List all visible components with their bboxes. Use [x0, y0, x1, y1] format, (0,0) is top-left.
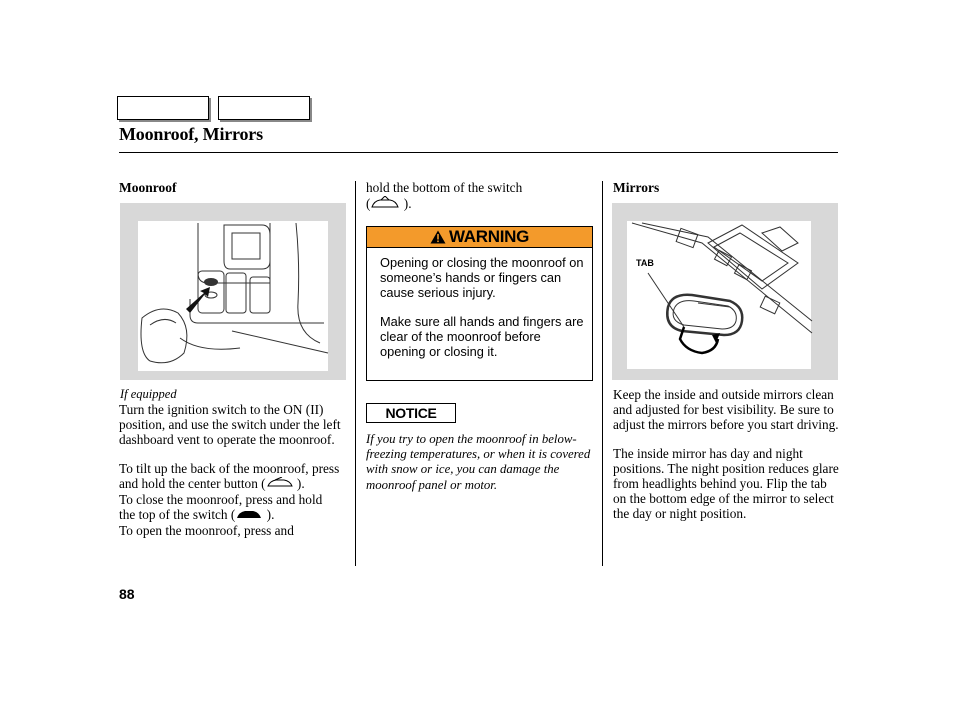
warning-header [366, 226, 593, 248]
moonroof-para-open: To open the moonroof, press and [119, 522, 294, 538]
title-rule [119, 152, 838, 153]
rearview-mirror-illustration [612, 203, 838, 380]
mirrors-instructions [613, 388, 839, 521]
moonroof-switch-illustration [120, 203, 346, 380]
page-title: Moonroof, Mirrors [119, 124, 263, 144]
page-number: 88 [119, 586, 135, 602]
mirror-figure [612, 203, 838, 380]
moonroof-para-ignition: Turn the ignition switch to the ON (II) position, and use the switch under the left dashboard vent to operate the moonroof. [119, 402, 341, 447]
column-divider-2 [602, 181, 603, 566]
close-text: To close the moonroof, press and hold the top of the switch ( [119, 492, 323, 522]
figure-caption: If equipped [120, 387, 177, 401]
warning-text-1: Opening or closing the moonroof on someone’s hands or fingers can cause serious injury. [380, 255, 584, 300]
open-continuation-text: hold the bottom of the switch [366, 180, 523, 195]
moonroof-para-tilt [119, 462, 341, 493]
warning-body [366, 248, 593, 381]
moonroof-para-close [119, 493, 341, 524]
notice-label: NOTICE [366, 403, 456, 423]
tilt-text-end: ). [296, 476, 305, 492]
warning-triangle-icon [430, 230, 446, 244]
open-continuation [366, 181, 591, 214]
column-divider-1 [355, 181, 356, 566]
notice-text: If you try to open the moonroof in below-freezing temperatures, or when it is covered with snow or ice, you can damage the moonroof panel or motor. [366, 432, 591, 492]
close-switch-icon [235, 508, 263, 524]
moonroof-heading: Moonroof [119, 180, 177, 195]
mirrors-heading: Mirrors [613, 180, 660, 195]
mirrors-para-adjust: Keep the inside and outside mirrors clean and adjusted for best visibility. Be sure to adjust the mirrors before you start driving. [613, 387, 839, 432]
moonroof-instructions [119, 403, 341, 538]
open-paren: ( [366, 195, 371, 211]
moonroof-switch-figure [120, 203, 346, 380]
warning-label: WARNING [448, 227, 530, 246]
mirrors-para-daynight: The inside mirror has day and night positions. The night position reduces glare from headlights behind you. Flip the tab on the bottom edge of the mirror to select the day or night position. [613, 446, 839, 521]
tilt-text: To tilt up the back of the moonroof, press and hold the center button ( [119, 461, 340, 492]
mirror-tab-label: TAB [636, 258, 654, 268]
open-switch-icon [370, 196, 400, 214]
nav-button-next[interactable] [218, 96, 310, 120]
nav-button-prev[interactable] [117, 96, 209, 120]
close-text-end: ). [266, 506, 275, 522]
warning-text-2: Make sure all hands and fingers are clear of the moonroof before opening or closing it. [380, 314, 584, 359]
open-continuation-symbol-line [366, 196, 591, 214]
tilt-button-icon [266, 477, 294, 493]
close-paren: ). [403, 195, 412, 211]
